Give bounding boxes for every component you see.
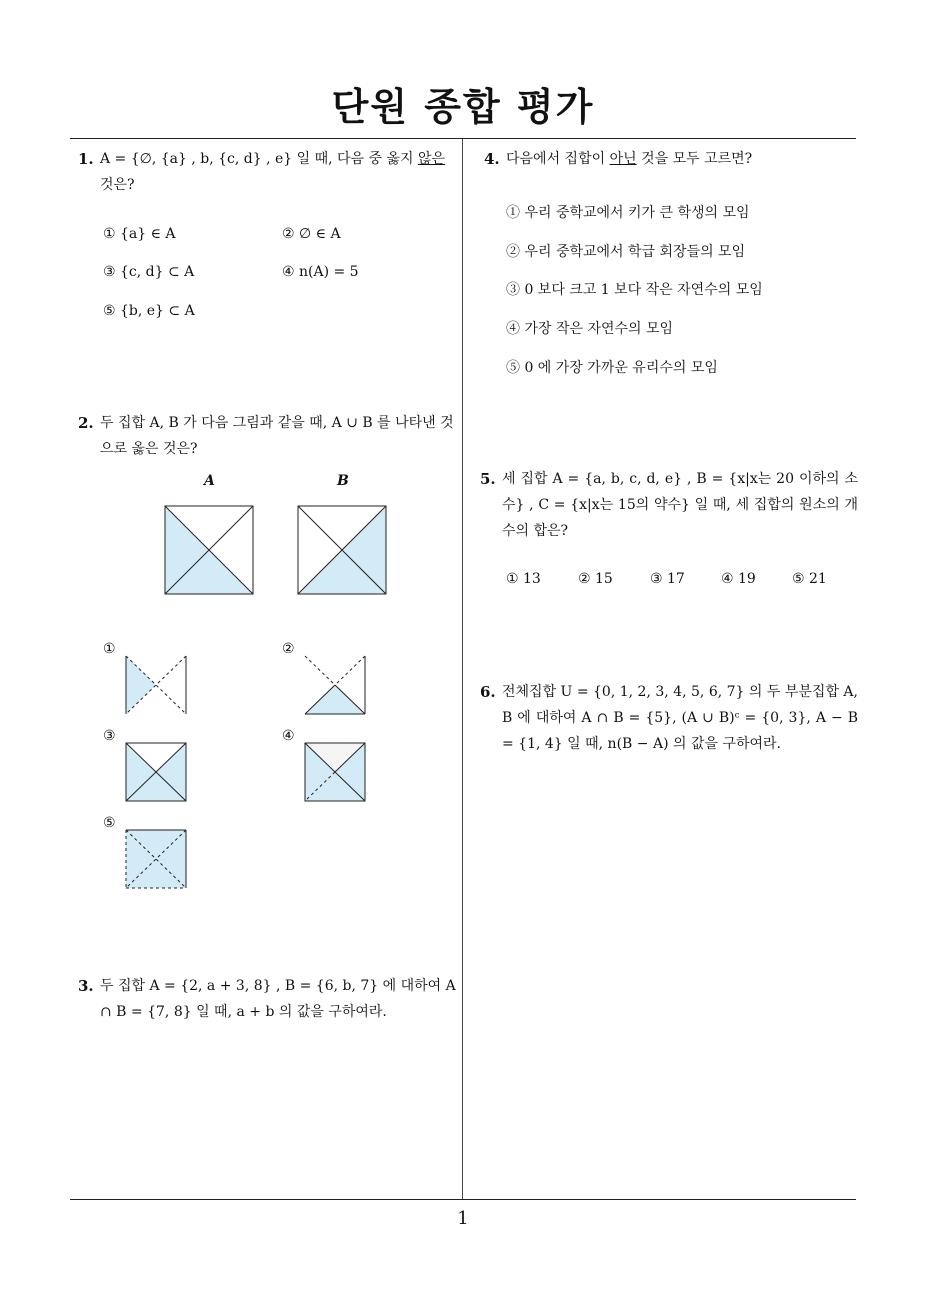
column-divider (462, 139, 463, 1199)
question-text: 세 집합 A = {a, b, c, d, e} , B = {x|x는 20 이하의 소수} , C = {x|x는 15의 약수} 일 때, 세 집합의 원소의 개수의 합은? (502, 471, 858, 539)
q4-option-5[interactable]: ⑤ 0 에 가장 가까운 유리수의 모임 (506, 360, 718, 376)
set-a-label: A (204, 473, 215, 489)
question-emphasis: 아닌 (609, 151, 637, 167)
q4-option-3[interactable]: ③ 0 보다 크고 1 보다 작은 자연수의 모임 (506, 282, 763, 298)
q2-option-5-label[interactable]: ⑤ (103, 815, 116, 831)
q4-option-4[interactable]: ④ 가장 작은 자연수의 모임 (506, 321, 674, 337)
set-b-label: B (337, 473, 349, 489)
q1-option-3[interactable]: ③ {c, d} ⊂ A (103, 264, 195, 280)
question-1 (78, 146, 456, 198)
bottom-rule (70, 1199, 856, 1200)
q5-option-3[interactable]: ③ 17 (650, 571, 685, 587)
q5-option-2[interactable]: ② 15 (578, 571, 613, 587)
question-number: 2. (78, 414, 94, 432)
q5-option-1[interactable]: ① 13 (506, 571, 541, 587)
question-text: 전체집합 U = {0, 1, 2, 3, 4, 5, 6, 7} 의 두 부분집합 A, B 에 대하여 A ∩ B = {5}, (A ∪ B)ᶜ = {0, 3}, A − B = {1, 4} 일 때, n(B − A) 의 값을 구하여라. (502, 684, 858, 752)
q2-option-3-diagram[interactable] (126, 743, 186, 801)
question-6 (480, 679, 858, 757)
page-title: 단원 종합 평가 (331, 85, 595, 129)
set-b-diagram (298, 506, 386, 594)
question-text: 두 집합 A = {2, a + 3, 8} , B = {6, b, 7} 에 대하여 A ∩ B = {7, 8} 일 때, a + b 의 값을 구하여라. (100, 978, 456, 1020)
question-number: 6. (480, 683, 496, 701)
q2-option-3-label[interactable]: ③ (103, 728, 116, 744)
q2-option-2-diagram[interactable] (305, 656, 365, 714)
q5-option-5[interactable]: ⑤ 21 (792, 571, 827, 587)
q2-option-5-diagram[interactable] (126, 830, 186, 888)
question-number: 4. (484, 150, 500, 168)
question-number: 5. (480, 470, 496, 488)
question-text: 두 집합 A, B 가 다음 그림과 같을 때, A ∪ B 를 나타낸 것으로 옳은 것은? (100, 415, 454, 457)
question-emphasis: 않은 (418, 151, 446, 167)
set-a-diagram (165, 506, 253, 594)
q1-option-2[interactable]: ② ∅ ∈ A (282, 226, 341, 242)
question-5 (480, 466, 858, 544)
page-number: 1 (457, 1208, 469, 1229)
q5-option-4[interactable]: ④ 19 (721, 571, 756, 587)
question-number: 3. (78, 977, 94, 995)
question-3 (78, 973, 456, 1025)
question-2 (78, 410, 456, 462)
question-text-tail: 것을 모두 고르면? (636, 151, 753, 167)
q2-option-1-label[interactable]: ① (103, 641, 116, 657)
q1-option-4[interactable]: ④ n(A) = 5 (282, 264, 359, 280)
q4-option-1[interactable]: ① 우리 중학교에서 키가 큰 학생의 모임 (506, 205, 750, 221)
q2-option-4-label[interactable]: ④ (282, 728, 295, 744)
question-text-tail: 것은? (100, 177, 135, 193)
q2-option-1-diagram[interactable] (126, 656, 186, 714)
top-rule (70, 138, 856, 139)
q2-option-2-label[interactable]: ② (282, 641, 295, 657)
question-4 (484, 146, 858, 172)
question-text: 다음에서 집합이 (506, 151, 610, 167)
q1-option-1[interactable]: ① {a} ∈ A (103, 226, 176, 242)
q2-option-4-diagram[interactable] (305, 743, 365, 801)
q4-option-2[interactable]: ② 우리 중학교에서 학급 회장들의 모임 (506, 244, 746, 260)
question-text: A = {∅, {a} , b, {c, d} , e} 일 때, 다음 중 옳지 (100, 151, 418, 167)
q1-option-5[interactable]: ⑤ {b, e} ⊂ A (103, 303, 195, 319)
question-number: 1. (78, 150, 94, 168)
